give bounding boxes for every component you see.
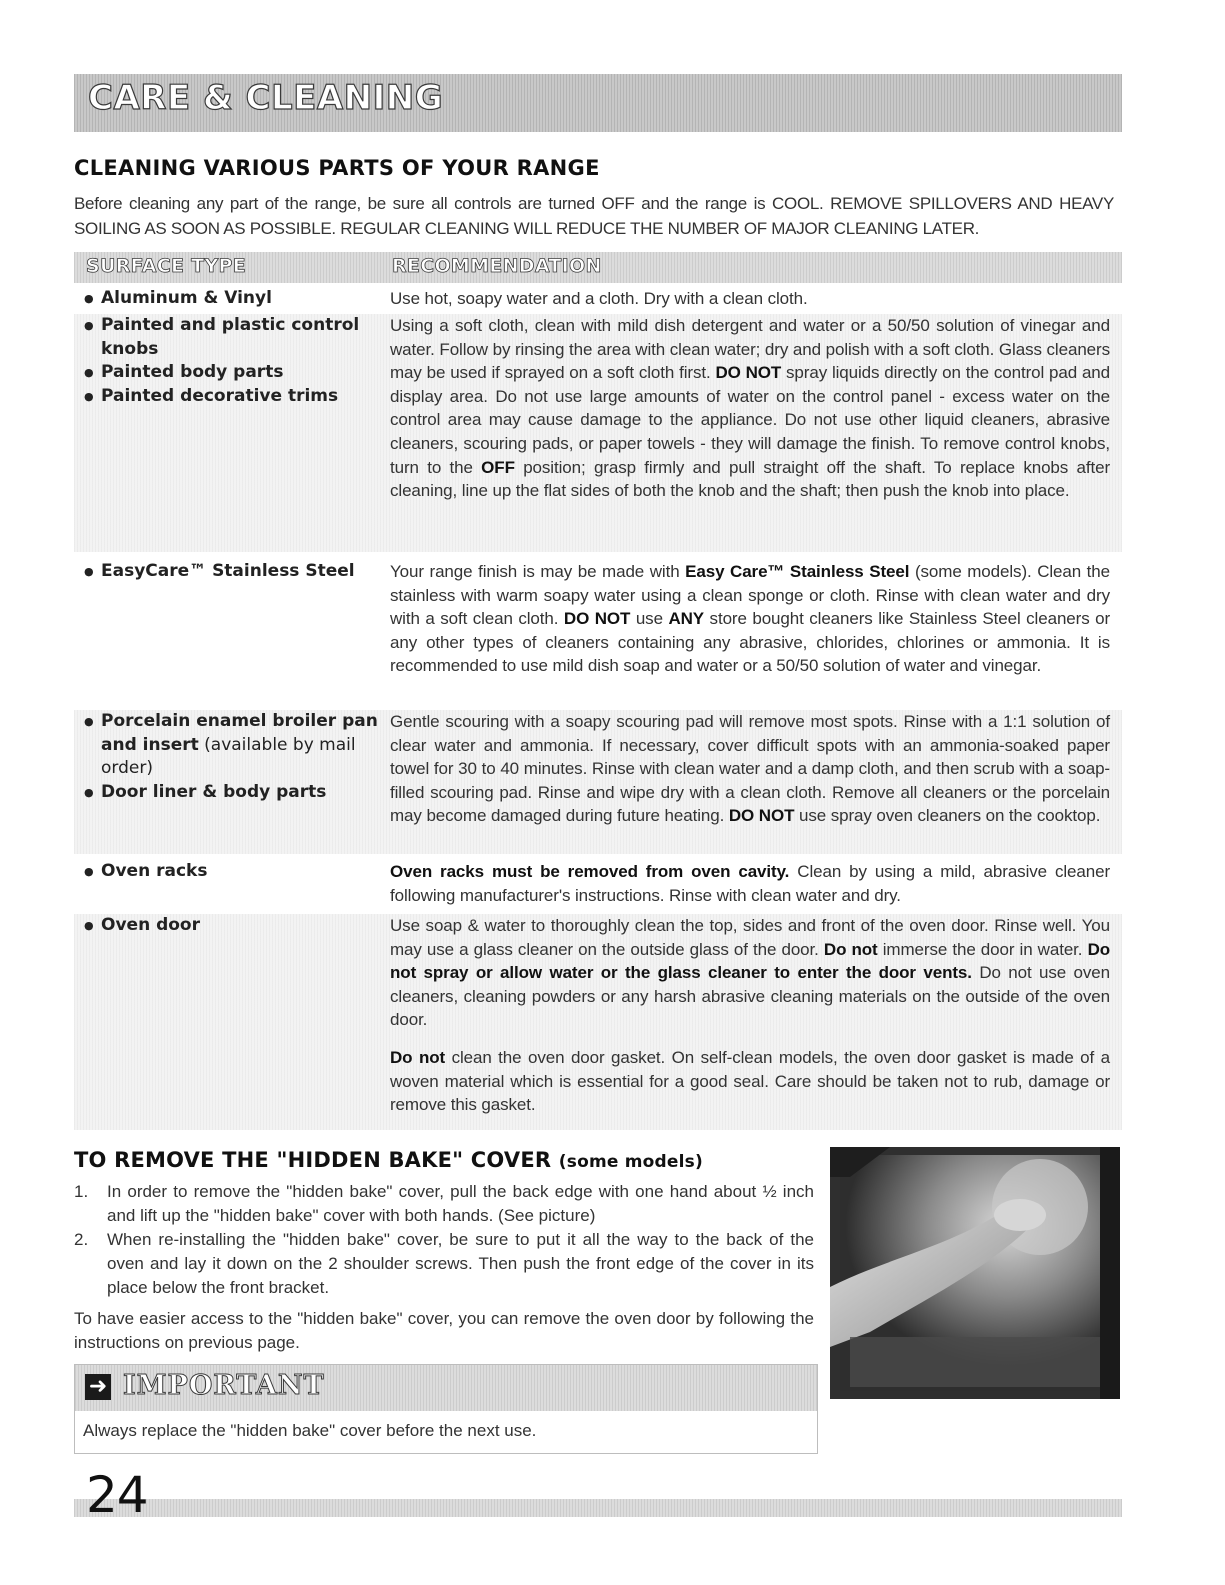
- surface-cell: [84, 710, 384, 804]
- table-row-porcelain: [74, 710, 1122, 854]
- rec-paragraph: [390, 914, 1110, 1032]
- rec-text: store bought cleaners like Stainless Steel cleaners or any other types of cleaners containing any abrasive, chlorides, chlorines or ammonia. It is recommended to use mild dish soap and water or a 50/50 solution of water and vinegar.: [390, 609, 1111, 676]
- rec-emphasis: DO NOT: [563, 609, 631, 629]
- hidden-bake-heading-text: TO REMOVE THE "HIDDEN BAKE" COVER: [74, 1148, 552, 1172]
- rec-emphasis: OFF: [481, 457, 515, 477]
- rec-text: immerse the door in water.: [882, 939, 1083, 959]
- section-heading: CLEANING VARIOUS PARTS OF YOUR RANGE: [74, 156, 600, 180]
- rec-text: use: [635, 609, 663, 629]
- surface-cell: [84, 560, 384, 584]
- surface-cell: [84, 914, 384, 938]
- rec-emphasis: ANY: [668, 609, 705, 629]
- rec-emphasis: DO NOT: [728, 806, 795, 826]
- recommendation-cell: Use hot, soapy water and a cloth. Dry with a clean cloth.: [390, 289, 808, 308]
- rec-text: Use soap & water to thoroughly clean the top, sides and front of the oven door. Rinse well. You may use a glass cleaner on the outside glass of the door.: [390, 916, 1110, 959]
- intro-paragraph: Before cleaning any part of the range, be sure all controls are turned OFF and the range is COOL. REMOVE SPILLOVERS AND HEAVY SOILING AS SOON AS POSSIBLE. REGULAR CLEANING WILL REDUCE THE NUMBER OF MAJOR CLEANING LATER.: [74, 194, 1114, 238]
- rec-text: clean the oven door gasket. On self-clean models, the oven door gasket is made of a woven material which is essential for a good seal. Care should be taken not to rub, damage or remove this gasket.: [390, 1047, 1110, 1115]
- surface-item: ● EasyCare™ Stainless Steel: [84, 560, 384, 584]
- rec-text: Your range finish is may be made with: [390, 562, 680, 581]
- surface-cell: [84, 860, 384, 884]
- rec-emphasis: Do not: [390, 1047, 446, 1067]
- recommendation-cell: [390, 314, 1110, 503]
- rec-text: spray liquids directly on the control pad and display area. Do not use large amounts of water on the control panel - excess water on the control area may cause damage to the appliance. Do not use other liquid cleaners, abrasive cleaners, scouring pads, or paper towels - they will damage the finish. To remove control knobs, turn to the: [390, 363, 1111, 477]
- important-text: Always replace the "hidden bake" cover before the next use.: [83, 1421, 537, 1440]
- surface-cell: [84, 287, 384, 311]
- list-item: [74, 1180, 814, 1228]
- hidden-bake-heading-suffix: (some models): [558, 1152, 703, 1172]
- footer-bar: [74, 1499, 1122, 1517]
- surface-item: ● Aluminum & Vinyl: [84, 287, 384, 311]
- arrow-right-icon: ➜: [85, 1374, 111, 1400]
- surface-item-note: (available by mail order): [101, 734, 356, 779]
- surface-item: ● Painted and plastic control knobs: [84, 314, 384, 361]
- important-box: [74, 1364, 818, 1454]
- table-row-oven-door: [74, 914, 1122, 1130]
- page-title: CARE & CLEANING: [88, 78, 444, 118]
- recommendation-cell: [390, 860, 1110, 907]
- rec-emphasis: Easy Care™ Stainless Steel: [685, 562, 910, 581]
- important-title: IMPORTANT: [123, 1370, 325, 1401]
- rec-emphasis: DO NOT: [715, 363, 782, 383]
- column-header-recommendation: RECOMMENDATION: [392, 255, 602, 277]
- table-row-painted-parts: [74, 314, 1122, 552]
- oven-cover-photo: [830, 1147, 1120, 1399]
- step-number: 1.: [74, 1182, 89, 1201]
- hidden-bake-steps: [74, 1180, 814, 1300]
- rec-text: use spray oven cleaners on the cooktop.: [799, 806, 1101, 826]
- recommendation-cell: [390, 710, 1110, 828]
- header-bar: [74, 74, 1122, 132]
- recommendation-cell: [390, 560, 1110, 678]
- surface-item-bold: Porcelain enamel broiler pan and insert: [101, 711, 378, 755]
- surface-item: ● Oven racks: [84, 860, 384, 884]
- list-item: [74, 1228, 814, 1300]
- surface-item: ● Painted decorative trims: [84, 385, 384, 409]
- page-number: 24: [86, 1466, 148, 1524]
- surface-item: ● Oven door: [84, 914, 384, 938]
- surface-item: ● Painted body parts: [84, 361, 384, 385]
- step-text: In order to remove the "hidden bake" cover, pull the back edge with one hand about ½ inch and lift up the "hidden bake" cover with both hands. (See picture): [107, 1182, 814, 1225]
- rec-text: position; grasp firmly and pull straight off the shaft. To replace knobs after cleaning, line up the flat sides of both the knob and the shaft; then push the knob into place.: [390, 457, 1111, 501]
- recommendation-cell: [390, 914, 1110, 1117]
- hidden-bake-heading: [74, 1148, 703, 1172]
- surface-cell: [84, 314, 384, 408]
- table-row-stainless-steel: [74, 560, 1122, 704]
- step-number: 2.: [74, 1230, 89, 1249]
- table-header: [74, 252, 1122, 283]
- oven-photo-illustration: [830, 1147, 1120, 1399]
- table-row-oven-racks: [74, 860, 1122, 908]
- rec-text: (some models). Clean the stainless with warm soapy water using a clean sponge or cloth. Rinse with clean water and dry with a soft clean cloth.: [390, 562, 1111, 629]
- surface-item: ● Door liner & body parts: [84, 781, 384, 805]
- rec-paragraph: [390, 1046, 1110, 1117]
- surface-item: [84, 710, 384, 781]
- table-row-aluminum: [74, 287, 1122, 311]
- rec-text: Gentle scouring with a soapy scouring pad will remove most spots. Rinse with a 1:1 solution of clear water and ammonia. If necessary, cover difficult spots with an ammonia-soaked paper towel for 30 to 40 minutes. Rinse with clean water and a damp cloth, and then scrub with a soap-filled scouring pad. Rinse and wipe dry with a clean cloth. Remove all cleaners or the porcelain may become damaged during future heating.: [390, 712, 1110, 826]
- rec-text: Do not use oven cleaners, cleaning powders or any harsh abrasive cleaning materials on the outside of the oven door.: [390, 963, 1111, 1030]
- step-text: When re-installing the "hidden bake" cover, be sure to put it all the way to the back of the oven and lay it down on the 2 shoulder screws. Then push the front edge of the cover in its place below the front bracket.: [107, 1230, 814, 1297]
- rec-emphasis: Do not spray or allow water or the glass cleaner to enter the door vents.: [390, 939, 1111, 983]
- column-header-surface-type: SURFACE TYPE: [86, 255, 247, 277]
- hidden-bake-note: To have easier access to the "hidden bake" cover, you can remove the oven door by following the instructions on previous page.: [74, 1309, 814, 1352]
- rec-emphasis: Do not: [823, 939, 878, 959]
- important-header: [75, 1365, 817, 1411]
- rec-text: Using a soft cloth, clean with mild dish detergent and water or a 50/50 solution of vinegar and water. Follow by rinsing the area with clean water; dry and polish with a soft cloth. Glass cleaners may be used if sprayed on a soft cloth first.: [390, 316, 1110, 383]
- rec-emphasis: Oven racks must be removed from oven cavity.: [390, 862, 790, 881]
- rec-text: Clean by using a mild, abrasive cleaner following manufacturer's instructions. Rinse with clean water and dry.: [390, 862, 1111, 905]
